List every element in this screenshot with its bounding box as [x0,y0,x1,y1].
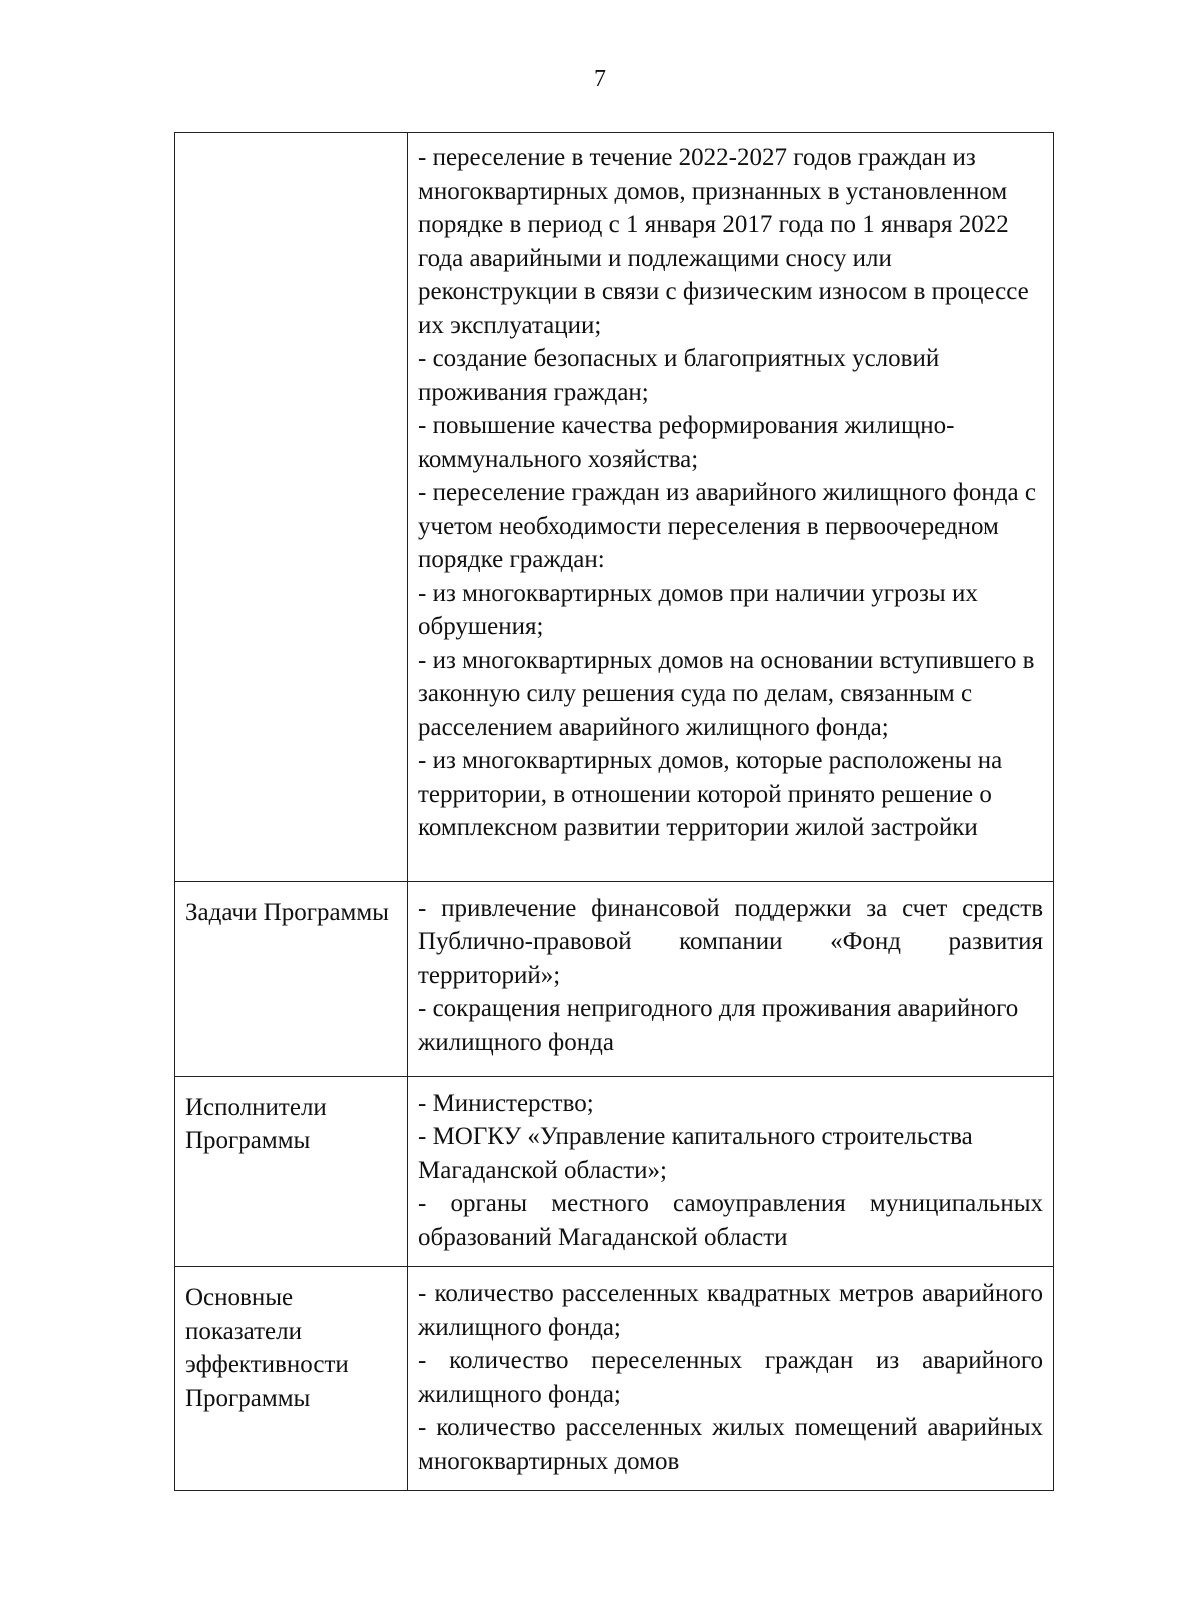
list-item: - переселение граждан из аварийного жилищного фонда с учетом необходимости переселения в первоочередном порядке граждан: [418,479,1036,573]
table-row-executors [175,1076,1054,1267]
row-label-empty [175,133,408,882]
list-item: - Министерство; [418,1089,594,1117]
list-item: - из многоквартирных домов при наличии угрозы их обрушения; [418,579,978,640]
list-item: - из многоквартирных домов, которые расположены на территории, в отношении которой принято решение о комплексном развитии территории жилой застройки [418,747,1003,841]
list-item: - повышение качества реформирования жилищно-коммунального хозяйства; [418,412,955,473]
list-item: - органы местного самоуправления муниципальных образований Магаданской области [418,1190,1043,1251]
list-item: - количество переселенных граждан из аварийного жилищного фонда; [418,1347,1043,1408]
list-item: - МОГКУ «Управление капитального строительства Магаданской области»; [418,1123,973,1184]
table-row-goals-continued [175,133,1054,882]
page-number: 7 [594,66,606,92]
row-label-executors: Исполнители Программы [175,1076,408,1267]
list-item: - количество расселенных жилых помещений аварийных многоквартирных домов [418,1414,1043,1475]
row-content-indicators [408,1267,1054,1491]
table-row-tasks [175,881,1054,1076]
row-label-indicators: Основные показатели эффективности Программы [175,1267,408,1491]
row-label-tasks: Задачи Программы [175,881,408,1076]
list-item: - из многоквартирных домов на основании вступившего в законную силу решения суда по делам, связанным с расселением аварийного жилищного фонда; [418,646,1035,741]
row-content-executors [408,1076,1054,1267]
list-item: - привлечение финансовой поддержки за счет средств Публично-правовой компании «Фонд развития территорий»; [418,894,1043,989]
table-row-indicators [175,1267,1054,1491]
list-item: - переселение в течение 2022-2027 годов граждан из многоквартирных домов, признанных в установленном порядке в период с 1 января 2017 года по 1 января 2022 года аварийными и подлежащими сносу или реконструкции в связи с физическим износом в процессе их эксплуатации; [418,144,1029,339]
list-item: - создание безопасных и благоприятных условий проживания граждан; [418,345,940,406]
list-item: - количество расселенных квадратных метров аварийного жилищного фонда; [418,1280,1043,1341]
row-content-tasks [408,881,1054,1076]
list-item: - сокращения непригодного для проживания аварийного жилищного фонда [418,995,1019,1056]
row-content-goals [408,133,1054,882]
program-passport-table [174,132,1054,1491]
